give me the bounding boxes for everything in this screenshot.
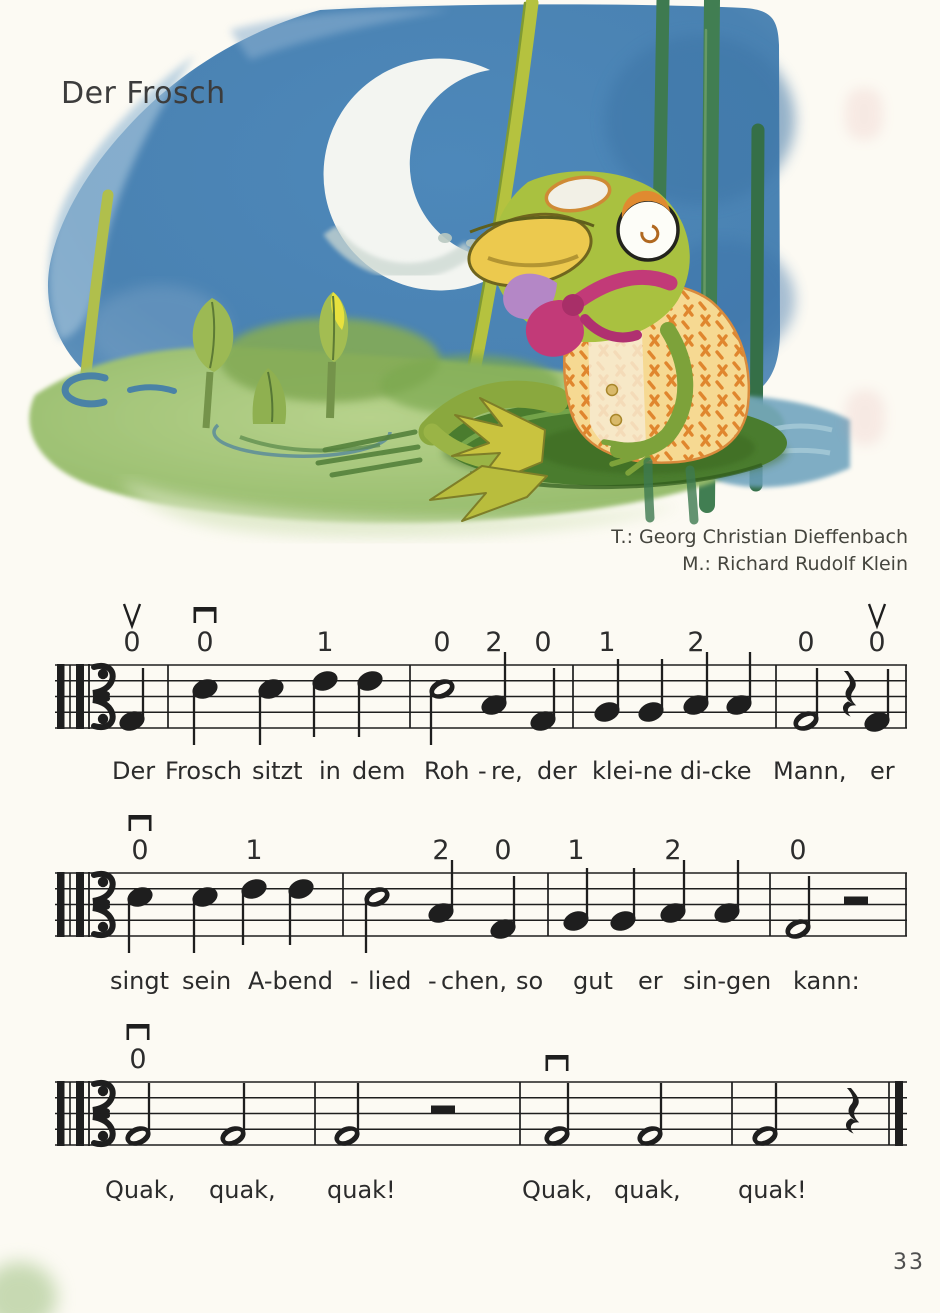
lyric-word: di-cke bbox=[680, 757, 752, 785]
lyric-word: sitzt bbox=[252, 757, 303, 785]
lyric-word: gut bbox=[573, 967, 613, 995]
fingering-number: 2 bbox=[432, 835, 450, 866]
lyric-word: singt bbox=[110, 967, 170, 995]
lyric-word: klei-ne bbox=[592, 757, 673, 785]
page-title: Der Frosch bbox=[61, 76, 226, 111]
lyric-word: kann: bbox=[793, 967, 860, 995]
lyric-word: er bbox=[870, 757, 895, 785]
fingering-number: 2 bbox=[664, 835, 682, 866]
fingering-number: 0 bbox=[534, 627, 552, 658]
lyric-word: Roh bbox=[424, 757, 470, 785]
lyric-word: Der bbox=[112, 757, 156, 785]
fingering-number: 0 bbox=[129, 1044, 147, 1075]
fingering-number: 1 bbox=[598, 627, 616, 658]
fingering-number: 0 bbox=[196, 627, 214, 658]
music-author: M.: Richard Rudolf Klein bbox=[682, 553, 908, 575]
fingering-number: 0 bbox=[494, 835, 512, 866]
lyric-word: dem bbox=[352, 757, 406, 785]
fingering-number: 0 bbox=[433, 627, 451, 658]
fingering-number: 0 bbox=[131, 835, 149, 866]
lyric-word: Frosch bbox=[165, 757, 242, 785]
lyric-word: quak, bbox=[209, 1176, 276, 1204]
lyric-word: so bbox=[516, 967, 544, 995]
fingering-number: 0 bbox=[123, 627, 141, 658]
lyric-word: der bbox=[537, 757, 577, 785]
fingering-number: 2 bbox=[485, 627, 503, 658]
lyric-word: - bbox=[428, 967, 437, 995]
fingering-number: 1 bbox=[567, 835, 585, 866]
lyric-word: - bbox=[478, 757, 487, 785]
lyric-word: sein bbox=[182, 967, 232, 995]
lyric-word: quak! bbox=[327, 1176, 396, 1204]
text-author: T.: Georg Christian Dieffenbach bbox=[611, 526, 908, 548]
fingering-number: 0 bbox=[868, 627, 886, 658]
lyric-word: lied bbox=[368, 967, 412, 995]
lyric-word: quak, bbox=[614, 1176, 681, 1204]
lyric-word: Mann, bbox=[773, 757, 847, 785]
lyric-word: - bbox=[350, 967, 359, 995]
fingering-number: 0 bbox=[797, 627, 815, 658]
lyric-word: Quak, bbox=[105, 1176, 176, 1204]
lyric-word: er bbox=[638, 967, 663, 995]
lyric-word: sin-gen bbox=[683, 967, 772, 995]
lyric-word: Quak, bbox=[522, 1176, 593, 1204]
lyric-word: in bbox=[319, 757, 341, 785]
lyric-word: re, bbox=[491, 757, 523, 785]
lyric-word: chen, bbox=[441, 967, 508, 995]
lyric-word: quak! bbox=[738, 1176, 807, 1204]
fingering-number: 1 bbox=[316, 627, 334, 658]
fingering-number: 2 bbox=[687, 627, 705, 658]
lyric-word: A-bend bbox=[248, 967, 333, 995]
fingering-number: 0 bbox=[789, 835, 807, 866]
fingering-number: 1 bbox=[245, 835, 263, 866]
page-number: 33 bbox=[893, 1250, 925, 1275]
